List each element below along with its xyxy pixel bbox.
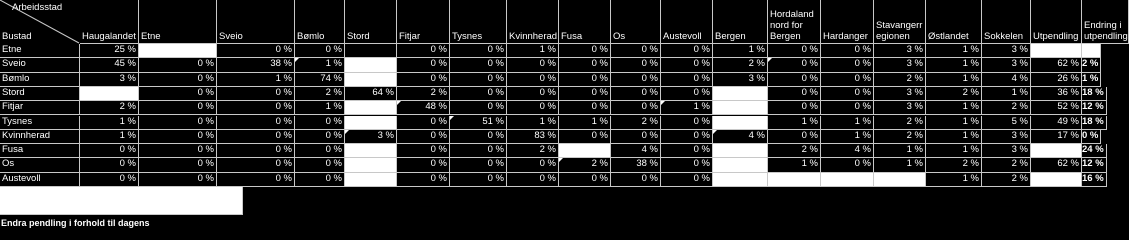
value-cell: 25 % (80, 44, 139, 58)
value-cell: 1 % (217, 73, 295, 87)
value-cell: 3 % (982, 130, 1031, 144)
value-cell: 36 % (1031, 87, 1082, 101)
value-cell: 0 % (768, 101, 821, 115)
value-cell: 26 % (1031, 73, 1082, 87)
value-cell: 0 % (397, 130, 450, 144)
column-header-label: Stord (347, 31, 370, 42)
value-cell (1031, 44, 1082, 58)
value-cell (345, 158, 397, 172)
value-cell: 0 % (559, 44, 611, 58)
value-cell: 2 % (926, 87, 982, 101)
value-cell: 0 % (139, 101, 217, 115)
value-cell (80, 87, 139, 101)
value-cell (1031, 144, 1082, 158)
value-cell: 3 % (874, 58, 926, 72)
column-header-7 (507, 0, 559, 44)
column-header-label: Endring i utpendling (1084, 20, 1128, 42)
value-cell: 0 % (450, 58, 507, 72)
value-cell: 0 % (611, 58, 661, 72)
value-cell: 2 % (982, 158, 1031, 172)
value-cell (345, 44, 397, 58)
value-cell: 1 % (821, 116, 874, 130)
corner-top-label: Arbeidsstad (12, 2, 63, 13)
column-header-16 (982, 0, 1031, 44)
value-cell: 0 % (139, 144, 217, 158)
column-header-label: Haugalandet (82, 31, 136, 42)
column-header-14 (874, 0, 926, 44)
value-cell: 0 % (397, 44, 450, 58)
row-label: Tysnes (0, 116, 80, 130)
value-cell: 3 % (874, 87, 926, 101)
value-cell (345, 173, 397, 187)
value-cell: 2 % (559, 158, 611, 172)
value-cell: 0 % (397, 58, 450, 72)
change-cell: 1 % (1082, 73, 1101, 87)
value-cell: 1 % (926, 116, 982, 130)
change-cell: 24 % (1082, 144, 1107, 158)
value-cell: 49 % (1031, 116, 1082, 130)
row-label: Bømlo (0, 73, 80, 87)
corner-bottom-label: Bustad (2, 31, 32, 42)
value-cell: 0 % (139, 158, 217, 172)
value-cell: 0 % (139, 173, 217, 187)
value-cell (713, 173, 768, 187)
value-cell: 0 % (821, 87, 874, 101)
value-cell: 0 % (661, 58, 713, 72)
value-cell: 2 % (982, 173, 1031, 187)
value-cell: 2 % (397, 87, 450, 101)
row-label: Stord (0, 87, 80, 101)
value-cell: 4 % (982, 73, 1031, 87)
value-cell: 0 % (139, 130, 217, 144)
value-cell: 3 % (874, 44, 926, 58)
value-cell: 83 % (507, 130, 559, 144)
value-cell: 4 % (821, 144, 874, 158)
value-cell: 1 % (559, 116, 611, 130)
value-cell: 0 % (611, 130, 661, 144)
column-header-label: Etne (141, 31, 161, 42)
value-cell: 3 % (713, 73, 768, 87)
column-header-label: Fitjar (399, 31, 421, 42)
value-cell: 1 % (926, 144, 982, 158)
value-cell: 0 % (768, 58, 821, 72)
value-cell: 0 % (450, 101, 507, 115)
value-cell: 1 % (926, 173, 982, 187)
row-label: Kvinnherad (0, 130, 80, 144)
column-header-13 (821, 0, 874, 44)
value-cell: 0 % (295, 44, 345, 58)
value-cell: 0 % (661, 116, 713, 130)
value-cell: 2 % (295, 87, 345, 101)
value-cell: 0 % (450, 73, 507, 87)
value-cell (345, 101, 397, 115)
column-header-6 (450, 0, 507, 44)
value-cell: 1 % (926, 101, 982, 115)
value-cell: 0 % (397, 116, 450, 130)
value-cell: 0 % (507, 73, 559, 87)
value-cell: 1 % (821, 130, 874, 144)
value-cell: 0 % (821, 44, 874, 58)
value-cell: 38 % (611, 158, 661, 172)
value-cell: 0 % (661, 144, 713, 158)
value-cell: 0 % (295, 116, 345, 130)
value-cell: 0 % (450, 144, 507, 158)
value-cell: 3 % (982, 58, 1031, 72)
value-cell: 2 % (874, 130, 926, 144)
value-cell: 0 % (661, 158, 713, 172)
value-cell: 0 % (450, 158, 507, 172)
column-header-label: Os (613, 31, 626, 42)
value-cell (345, 73, 397, 87)
value-cell: 0 % (217, 158, 295, 172)
value-cell: 0 % (80, 144, 139, 158)
value-cell: 0 % (139, 73, 217, 87)
column-header-9 (611, 0, 661, 44)
column-header-label: Fusa (561, 31, 583, 42)
column-header-label: Utpendling (1033, 31, 1079, 42)
value-cell: 1 % (80, 116, 139, 130)
column-header-label: Bergen (715, 31, 746, 42)
value-cell: 62 % (1031, 58, 1082, 72)
column-header-label: Hardanger (823, 31, 868, 42)
value-cell (1031, 173, 1082, 187)
row-label: Fusa (0, 144, 80, 158)
value-cell (768, 173, 821, 187)
value-cell: 0 % (217, 130, 295, 144)
value-cell: 0 % (768, 130, 821, 144)
value-cell: 51 % (450, 116, 507, 130)
column-header-label: Bømlo (297, 31, 325, 42)
column-header-3 (295, 0, 345, 44)
value-cell: 0 % (450, 87, 507, 101)
value-cell: 0 % (295, 158, 345, 172)
column-header-label: Hordaland nord for Bergen (770, 9, 814, 42)
value-cell: 0 % (611, 101, 661, 115)
row-label: Fitjar (0, 101, 80, 115)
value-cell: 0 % (217, 116, 295, 130)
value-cell: 0 % (559, 58, 611, 72)
change-cell: 18 % (1082, 116, 1107, 130)
value-cell: 52 % (1031, 101, 1082, 115)
value-cell (345, 58, 397, 72)
column-header-0 (80, 0, 139, 44)
value-cell: 4 % (713, 130, 768, 144)
value-cell: 0 % (821, 73, 874, 87)
column-header-4 (345, 0, 397, 44)
value-cell: 64 % (345, 87, 397, 101)
column-header-label: Sveio (219, 31, 243, 42)
value-cell: 0 % (559, 101, 611, 115)
value-cell: 0 % (397, 173, 450, 187)
change-cell: 16 % (1082, 173, 1107, 187)
value-cell: 0 % (507, 173, 559, 187)
column-header-label: Sokkelen (984, 31, 1024, 42)
value-cell: 2 % (768, 144, 821, 158)
value-cell: 0 % (611, 44, 661, 58)
value-cell (713, 101, 768, 115)
value-cell: 0 % (559, 173, 611, 187)
value-cell: 0 % (397, 144, 450, 158)
value-cell: 17 % (1031, 130, 1082, 144)
value-cell: 0 % (611, 73, 661, 87)
value-cell: 1 % (926, 44, 982, 58)
value-cell: 1 % (874, 144, 926, 158)
column-header-label: Austevoll (663, 31, 702, 42)
value-cell (345, 144, 397, 158)
value-cell (713, 87, 768, 101)
value-cell: 2 % (926, 158, 982, 172)
value-cell: 1 % (768, 158, 821, 172)
value-cell: 74 % (295, 73, 345, 87)
value-cell: 4 % (611, 144, 661, 158)
value-cell: 3 % (345, 130, 397, 144)
value-cell: 0 % (661, 44, 713, 58)
value-cell: 0 % (450, 173, 507, 187)
row-label: Os (0, 158, 80, 172)
value-cell: 0 % (821, 58, 874, 72)
column-header-11 (713, 0, 768, 44)
value-cell (874, 173, 926, 187)
value-cell: 0 % (661, 73, 713, 87)
value-cell: 0 % (821, 158, 874, 172)
value-cell: 1 % (874, 158, 926, 172)
column-header-label: Østlandet (928, 31, 969, 42)
value-cell: 1 % (926, 58, 982, 72)
column-header-15 (926, 0, 982, 44)
change-cell: 12 % (1082, 101, 1107, 115)
value-cell: 0 % (611, 173, 661, 187)
value-cell (559, 144, 611, 158)
value-cell (713, 116, 768, 130)
value-cell (139, 44, 217, 58)
value-cell: 0 % (450, 130, 507, 144)
value-cell: 0 % (661, 130, 713, 144)
change-cell: 12 % (1082, 158, 1107, 172)
value-cell: 1 % (507, 116, 559, 130)
column-header-label: Stavangerr egionen (876, 20, 923, 42)
value-cell: 0 % (139, 116, 217, 130)
value-cell (821, 173, 874, 187)
column-header-label: Kvinnherad (509, 31, 558, 42)
value-cell: 0 % (217, 44, 295, 58)
column-header-5 (397, 0, 450, 44)
footnote-white-box (0, 187, 243, 215)
value-cell: 0 % (611, 87, 661, 101)
value-cell: 1 % (295, 101, 345, 115)
value-cell: 2 % (611, 116, 661, 130)
change-cell: 0 % (1082, 130, 1101, 144)
value-cell: 0 % (507, 101, 559, 115)
value-cell: 48 % (397, 101, 450, 115)
value-cell: 1 % (982, 87, 1031, 101)
value-cell: 0 % (295, 173, 345, 187)
value-cell: 0 % (80, 173, 139, 187)
value-cell: 0 % (661, 87, 713, 101)
value-cell: 0 % (768, 44, 821, 58)
value-cell: 0 % (217, 173, 295, 187)
value-cell: 2 % (874, 73, 926, 87)
value-cell: 2 % (982, 101, 1031, 115)
value-cell: 1 % (661, 101, 713, 115)
value-cell: 0 % (139, 58, 217, 72)
column-header-12 (768, 0, 821, 44)
value-cell: 0 % (768, 73, 821, 87)
value-cell: 0 % (397, 158, 450, 172)
value-cell: 1 % (507, 44, 559, 58)
value-cell: 0 % (217, 144, 295, 158)
change-cell: 2 % (1082, 58, 1101, 72)
value-cell: 0 % (559, 73, 611, 87)
value-cell: 0 % (507, 58, 559, 72)
value-cell: 3 % (874, 101, 926, 115)
value-cell: 3 % (982, 144, 1031, 158)
value-cell (713, 158, 768, 172)
value-cell (345, 116, 397, 130)
value-cell: 0 % (217, 101, 295, 115)
column-header-18 (1082, 0, 1129, 44)
value-cell: 38 % (217, 58, 295, 72)
value-cell: 0 % (507, 87, 559, 101)
row-label: Etne (0, 44, 80, 58)
footnote: Endra pendling i forhold til dagens (1, 218, 150, 228)
value-cell: 0 % (661, 173, 713, 187)
value-cell: 0 % (295, 130, 345, 144)
column-header-17 (1031, 0, 1082, 44)
value-cell: 2 % (874, 116, 926, 130)
value-cell: 0 % (559, 87, 611, 101)
value-cell: 0 % (559, 130, 611, 144)
value-cell: 1 % (768, 116, 821, 130)
value-cell: 0 % (80, 158, 139, 172)
value-cell: 0 % (450, 44, 507, 58)
value-cell: 2 % (713, 58, 768, 72)
column-header-label: Tysnes (452, 31, 483, 42)
value-cell: 5 % (982, 116, 1031, 130)
value-cell: 62 % (1031, 158, 1082, 172)
column-header-10 (661, 0, 713, 44)
value-cell: 45 % (80, 58, 139, 72)
value-cell: 0 % (768, 87, 821, 101)
change-cell: 7 % (1082, 44, 1101, 58)
column-header-2 (217, 0, 295, 44)
value-cell: 1 % (713, 44, 768, 58)
value-cell: 1 % (295, 58, 345, 72)
value-cell: 2 % (507, 144, 559, 158)
value-cell: 0 % (397, 73, 450, 87)
value-cell: 1 % (926, 73, 982, 87)
value-cell: 2 % (80, 101, 139, 115)
value-cell: 0 % (295, 144, 345, 158)
value-cell (713, 144, 768, 158)
value-cell: 1 % (926, 130, 982, 144)
row-label: Austevoll (0, 173, 80, 187)
change-cell: 18 % (1082, 87, 1107, 101)
value-cell: 3 % (982, 44, 1031, 58)
value-cell: 0 % (507, 158, 559, 172)
value-cell: 0 % (139, 87, 217, 101)
column-header-8 (559, 0, 611, 44)
column-header-1 (139, 0, 217, 44)
value-cell: 0 % (821, 101, 874, 115)
value-cell: 0 % (217, 87, 295, 101)
value-cell: 3 % (80, 73, 139, 87)
value-cell: 1 % (80, 130, 139, 144)
row-label: Sveio (0, 58, 80, 72)
